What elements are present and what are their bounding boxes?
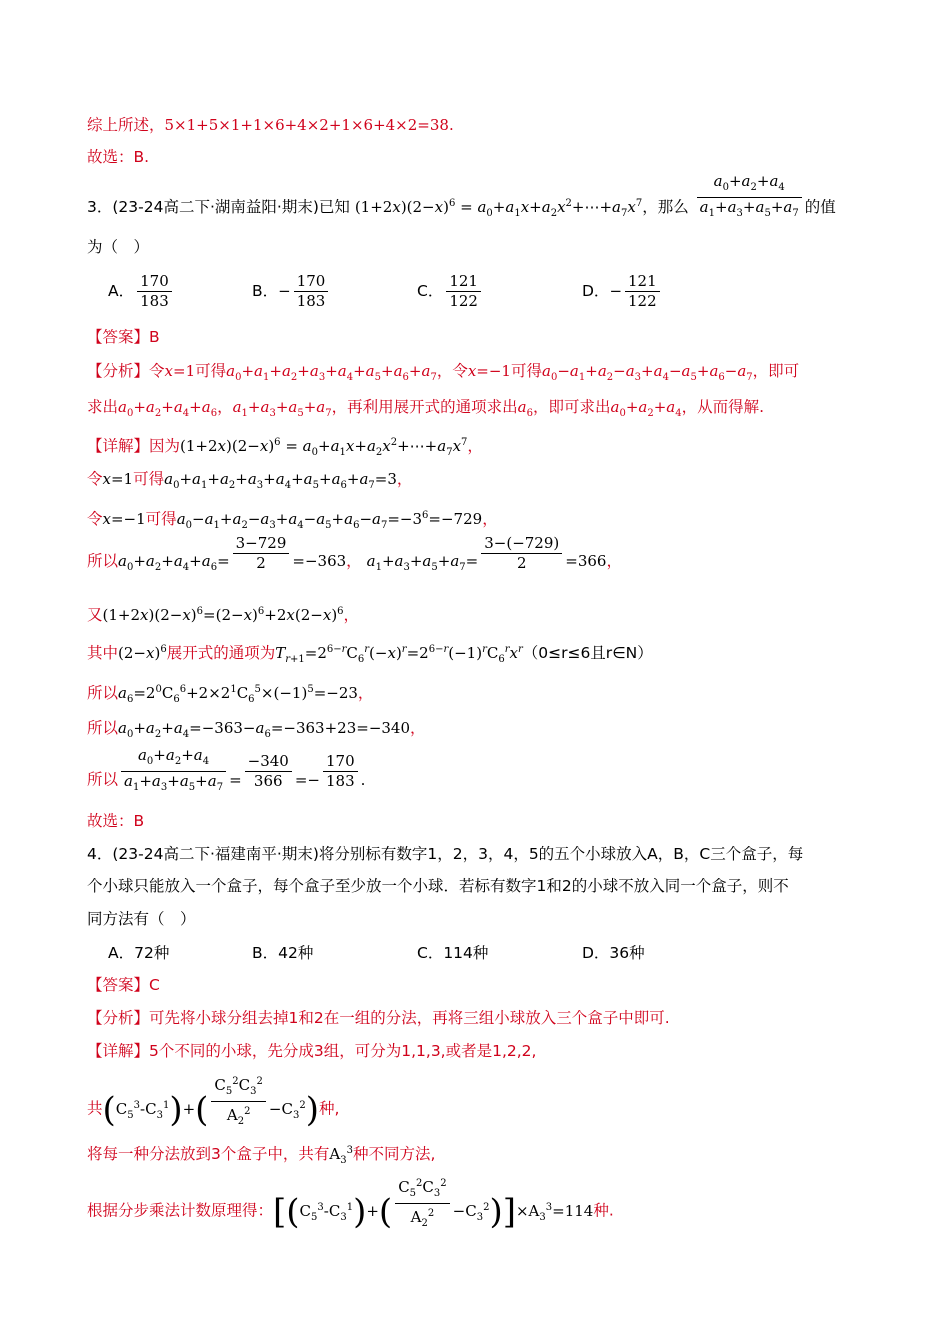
q4-detail-line2: 共$(C_5^3-C_3^1)+$( $\frac{C_5^2C_3^2}{A_2^2}$ $-C_3^2$)种, [87, 1088, 865, 1131]
q3-option-a[interactable]: A． $\frac{170}{183}$ [108, 272, 175, 311]
q4-analysis: 【分析】可先将小球分组去掉1和2在一组的分法，再将三组小球放入三个盒子中即可. [87, 1009, 670, 1027]
q4-stem-line2: 个小球只能放入一个盒子，每个盒子至少放一个小球．若标有数字1和2的小球不放入同一个盒子，则不 [87, 877, 789, 895]
q3-detail-line7: 所以$a_6=2^0C_6^6+2\times 2^1C_6^5\times(-1)^5=-23$， [87, 684, 374, 705]
q3-stem-line1: 3．(23-24高二下·湖南益阳·期末)已知 $(1+2x)(2-x)^6$ = $a_0+a_1x+a_2x^2+\cdots+a_7x^7$，那么 $\frac{a_0+a_2+a_4}{a_1+a_3+a_5+a_7}$ 的值 [87, 172, 836, 219]
q3-detail-line6: 其中$(2-x)^6$展开式的通项为$T_{r+1}=2^{6-r}C_6^r(-x)^r=2^{6-r}(-1)^rC_6^rx^r(0\le r\le 6$且r∈N） [87, 644, 653, 665]
q3-stem-line2: 为（ ） [87, 238, 150, 256]
q4-option-a[interactable]: A．72种 [108, 944, 170, 962]
q3-analysis-line2: 求出$a_0+a_2+a_4+a_6$，$a_1+a_3+a_5+a_7$，再利用展开式的通项求出$a_6$，即可求出$a_0+a_2+a_4$，从而得解. [87, 398, 765, 419]
q3-detail-line8: 所以$a_0+a_2+a_4=-363-a_6=-363+23=-340$， [87, 719, 426, 740]
q4-stem-line1: 4．(23-24高二下·福建南平·期末)将分别标有数字1，2，3，4，5的五个小球放入A，B，C三个盒子，每 [87, 845, 804, 863]
q3-detail-line5: 又$(1+2x)(2-x)^6=(2-x)^6+2x(2-x)^6$， [87, 606, 360, 624]
q3-option-b[interactable]: B．− $\frac{170}{183}$ [252, 272, 331, 311]
q3-option-d[interactable]: D．− $\frac{121}{122}$ [582, 272, 663, 311]
q3-detail-line9: 所以 $\frac{a_0+a_2+a_4}{a_1+a_3+a_5+a_7}$ = $\frac{-340}{366}$ =− $\frac{170}{183}$ . [87, 746, 366, 793]
q3-detail-line3: 令x=−1可得$a_0-a_1+a_2-a_3+a_4-a_5+a_6-a_7=-3^6=-729$， [87, 510, 498, 531]
summary-line: 综上所述，5×1+5×1+1×6+4×2+1×6+4×2=38. [87, 116, 454, 134]
q3-choose: 故选：B [87, 812, 145, 830]
q4-detail-line3: 将每一种分法放到3个盒子中，共有$A_3^3$种不同方法, [87, 1145, 436, 1166]
q4-option-c[interactable]: C．114种 [417, 944, 489, 962]
q3-option-c[interactable]: C． $\frac{121}{122}$ [417, 272, 484, 311]
q4-stem-line3: 同方法有（ ） [87, 910, 196, 928]
q3-detail-line4: 所以$a_0+a_2+a_4+a_6=$ $\frac{3-729}{2}$ =−363， $a_1+a_3+a_5+a_7=$ $\frac{3-(-729)}{2}$ =366， [87, 533, 622, 573]
q3-analysis-line1: 【分析】令x=1可得$a_0+a_1+a_2+a_3+a_4+a_5+a_6+a_7$，令x=−1可得$a_0-a_1+a_2-a_3+a_4-a_5+a_6-a_7$，即可 [87, 362, 800, 383]
q4-detail-line4: 根据分步乘法计数原理得：[$(C_5^3-C_3^1)+$( $\frac{C_5^2C_3^2}{A_2^2}$ $-C_3^2)]\times A_3^3=114$种. [87, 1190, 865, 1233]
q3-detail-line2: 令x=1可得$a_0+a_1+a_2+a_3+a_4+a_5+a_6+a_7=3$， [87, 470, 413, 491]
summary-choose: 故选：B. [87, 148, 150, 166]
q4-answer: 【答案】C [87, 976, 160, 994]
q4-option-d[interactable]: D．36种 [582, 944, 645, 962]
q4-option-b[interactable]: B．42种 [252, 944, 314, 962]
q3-detail-line1: 【详解】因为$(1+2x)(2-x)^6$ = $a_0+a_1x+a_2x^2+\cdots+a_7x^7$， [87, 437, 483, 458]
q4-detail-line1: 【详解】5个不同的小球，先分成3组，可分为1,1,3,或者是1,2,2, [87, 1042, 537, 1060]
q3-answer: 【答案】B [87, 328, 160, 346]
